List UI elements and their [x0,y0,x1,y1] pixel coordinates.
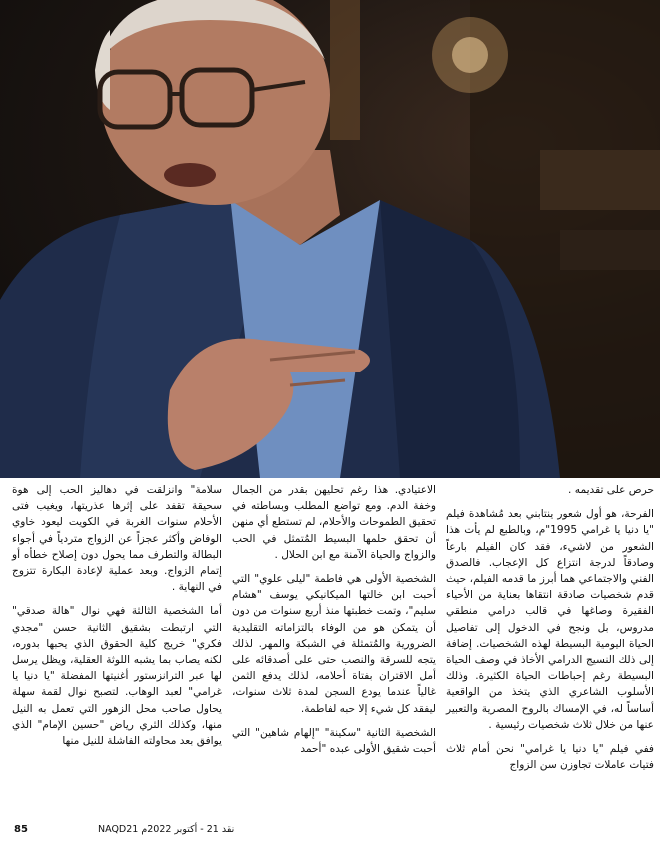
paragraph: الشخصية الأولى هي فاطمة "ليلى علوي" التي أحبت ابن خالتها الميكانيكي يوسف "هشام سليم"، وتمت خطبتها منذ أربع سنوات من دون أن يتمكن هو من الوفاء بالتزاماته التقليدية الضرورية والمُتمثلة في الشبكة والمهر. لذلك يتجه للسرقة والنصب حتى على أصدقائه على أمل الاقتران بفتاة أحلامه، لذلك يدفع الثمن غالياً عندما يودع السجن لمدة ثلاث سنوات، ليفقد كل شيء إلا حبه لفاطمة. [232,573,436,715]
paragraph: الاعتيادي. هذا رغم تحليهن بقدر من الجمال وخفة الدم. ومع تواضع المطلب وبساطته في تحقيق الطموحات والأحلام، لم تستطع أي منهن أن تحقق حلمها البسيط المُتمثل في الحب والزواج والحياة الآمنة مع ابن الحلال . [232,484,436,561]
paragraph: سلامة" وانزلقت في دهاليز الحب إلى هوة سحيقة تقفد على إثرها عذريتها، ويغيب فتى الأحلام سنوات الغربة في الكويت ليعود خاوي الوفاض وأكثر عجزاً عن الزواج متردياً في أجواء البطالة والتطرف مما يحول دون إصلاح خطأه أو إتمام الزواج. وبعد عملية لإعادة البكارة تتزوج في النهاية . [12,484,222,594]
issue-label: NAQD21 نقد 21 - أكتوبر 2022م [98,824,235,835]
paragraph: ففي فيلم "يا دنيا يا غرامي" نحن أمام ثلاث فتيات عاملات تجاوزن سن الزواج [446,743,654,772]
paragraph: أما الشخصية الثالثة فهي نوال "هالة صدقي" التي ارتبطت بشقيق الثانية حسن "مجدي فكري" خريج كلية الحقوق الذي يحبها بدوره، لكنه يصاب بما يشبه اللوثة العقلية، ويظل يرسل لها عبر الترانزستور أغنيتها المفضلة "يا دنيا يا غرامي" لعبد الوهاب. لتصبح نوال لقمة سهلة يحاول صاحب محل الزهور التي تعمل به النيل منها، وكذلك الثري رياض "حسين الإمام" الذي يوافق بعد محاولته الفاشلة للنيل منها [12,605,222,748]
page-footer [0,818,660,848]
paragraph: حرص على تقديمه . [568,484,654,496]
article-column-middle [232,482,436,757]
article-column-right [446,482,654,773]
paragraph: الشخصية الثانية "سكينة" "إلهام شاهين" التي أحبت شقيق الأولى عبده "أحمد [232,726,436,756]
paragraph: الفرحة، هو أول شعور ينتابني بعد مُشاهدة فيلم "يا دنيا يا غرامي 1995"م، وبالطبع لم يأت هذا الشعور من لاشيء، فقد كان الفيلم بارعاً وصادقاً لدرجة انتزاع كل الإعجاب. فالصدق الفني والاجتماعي هما أبرز ما قدمه الفيلم، حيث قدم شخصيات صادقة انتقاها بعناية من الأحياء الفقيرة وصاغها في قالب درامي منطقي مدروس، بل ونجح في الدخول إلى تفاصيل الحياة اليومية البسيطة لهذه الشخصيات. إضافة إلى ذلك النسيج الدرامي الأخاذ في وصف الحياة البسيطة رغم إحباطات الحياة الكثيرة. وذلك الأسلوب الشاعري الذي يتخذ من الواقعية أساساً له، في الإمساك بالروح المصرية والتعبير عنها من خلال ثلاث شخصيات رئيسية . [446,508,655,731]
article-column-left [12,482,222,749]
page-number: 85 [14,824,28,835]
